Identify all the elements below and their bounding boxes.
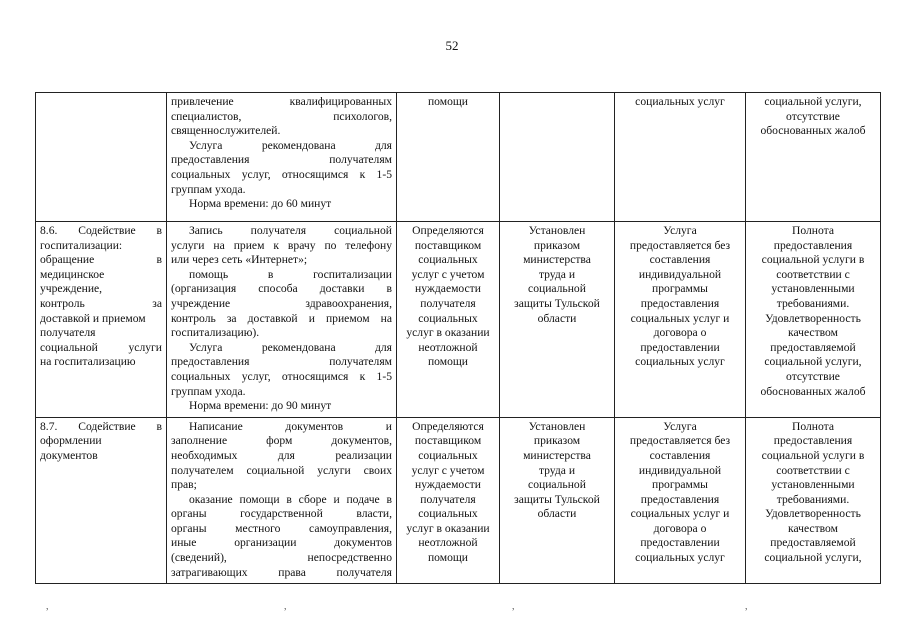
- indicators-cell: Полнота предоставления социальной услуги в соответствии с установленными требованиями. Удовлетворенность качеством предоставляемой социальной услуги,: [746, 417, 881, 584]
- scan-marks: [0, 601, 904, 612]
- service-name-cell: 8.7. Содействие в оформлении документов: [36, 417, 167, 584]
- service-content-cell: Написание документов и заполнение форм документов, необходимых для реализации получателем социальной услуги своих прав; оказание помощи в сборе и подаче в органы государственной власти, органы местного самоуправления, иные организации документов (сведений), непосредственно затрагивающих права получателя: [167, 417, 397, 584]
- service-name-cell: 8.6. Содействие в госпитализации: обращение в медицинское учреждение, контроль за доставкой и приемом получателя социальной услуги на госпитализацию: [36, 222, 167, 418]
- scan-mark: ,: [284, 601, 287, 612]
- cost-cell: помощи: [397, 93, 500, 222]
- conditions-cell: социальных услуг: [615, 93, 746, 222]
- procedure-cell: Установлен приказом министерства труда и социальной защиты Тульской области: [500, 222, 615, 418]
- scan-mark: ,: [745, 601, 748, 612]
- indicators-cell: социальной услуги, отсутствие обоснованных жалоб: [746, 93, 881, 222]
- cost-cell: Определяются поставщиком социальных услуг с учетом нуждаемости получателя социальных услуг в оказании неотложной помощи: [397, 222, 500, 418]
- scan-mark: ,: [46, 601, 49, 612]
- procedure-cell: [500, 93, 615, 222]
- procedure-cell: Установлен приказом министерства труда и социальной защиты Тульской области: [500, 417, 615, 584]
- scan-mark: ,: [512, 601, 515, 612]
- conditions-cell: Услуга предоставляется без составления индивидуальной программы предоставления социальных услуг и договора о предоставлении социальных услуг: [615, 222, 746, 418]
- page-number: 52: [445, 38, 459, 53]
- indicators-cell: Полнота предоставления социальной услуги в соответствии с установленными требованиями. Удовлетворенность качеством предоставляемой социальной услуги, отсутствие обоснованных жалоб: [746, 222, 881, 418]
- table-row: [36, 417, 881, 584]
- service-content-cell: привлечение квалифицированных специалистов, психологов, священнослужителей. Услуга рекомендована для предоставления получателям социальных услуг, относящимся к 1-5 группам ухода. Норма времени: до 60 минут: [167, 93, 397, 222]
- service-content-cell: Запись получателя социальной услуги на прием к врачу по телефону или через сеть «Интернет»; помощь в госпитализации (организация способа доставки в учреждение здравоохранения, контроль за доставкой и приемом на госпитализацию). Услуга рекомендована для предоставления получателям социальных услуг, относящимся к 1-5 группам ухода. Норма времени: до 90 минут: [167, 222, 397, 418]
- cost-cell: Определяются поставщиком социальных услуг с учетом нуждаемости получателя социальных услуг в оказании неотложной помощи: [397, 417, 500, 584]
- table-row: [36, 93, 881, 222]
- table-row: [36, 222, 881, 418]
- services-table: [35, 92, 881, 584]
- service-name-cell: [36, 93, 167, 222]
- conditions-cell: Услуга предоставляется без составления индивидуальной программы предоставления социальных услуг и договора о предоставлении социальных услуг: [615, 417, 746, 584]
